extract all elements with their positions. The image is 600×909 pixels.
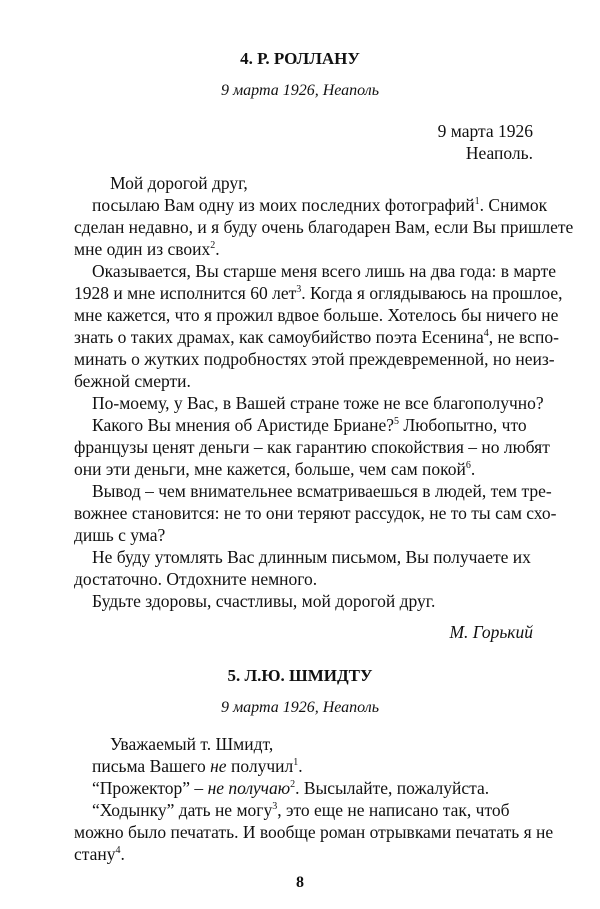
paragraph-line: сделан недавно, и я буду очень благодарен Вам, если Вы пришлете — [74, 217, 574, 237]
footnote-ref: 4 — [483, 328, 489, 340]
paragraph-line: По-моему, у Вас, в Вашей стране тоже не все благополучно? — [92, 393, 544, 413]
paragraph-line: “Прожектор” – не получаю$^2$. Высылайте, пожалуйста. — [92, 778, 490, 798]
footnote-ref: 3 — [296, 284, 302, 296]
footnote-ref: 3 — [272, 801, 278, 813]
paragraph-line: бежной смерти. — [74, 371, 191, 391]
paragraph-line: Оказывается, Вы старше меня всего лишь на два года: в марте — [92, 261, 556, 281]
paragraph-line: мне один из своих$^2$. — [74, 239, 220, 259]
footnote-ref: 6 — [465, 460, 471, 472]
page-number: 8 — [296, 874, 304, 891]
paragraph-line: минать о жутких подробностях этой преждевременной, но неиз- — [74, 349, 555, 369]
paragraph-line: вожнее становится: не то они теряют рассудок, не то ты сам схо- — [74, 503, 557, 523]
letter-date: 9 марта 1926, Неаполь — [220, 699, 380, 716]
place-date: 9 марта 1926 — [437, 121, 533, 141]
footnote-ref: 1 — [293, 757, 299, 769]
footnote-ref: 5 — [394, 416, 400, 428]
paragraph-line: посылаю Вам одну из моих последних фотографий$^1$. Снимок — [92, 195, 548, 215]
paragraph-line: французы ценят деньги – как гарантию спокойствия – но любят — [74, 437, 550, 457]
footnote-ref: 1 — [474, 196, 480, 208]
paragraph-line: стану$^4$. — [74, 844, 125, 864]
paragraph-line: 1928 и мне исполнится 60 лет$^3$. Когда я оглядываюсь на прошлое, — [74, 283, 563, 303]
signature: М. Горький — [449, 622, 533, 642]
footnote-ref: 2 — [290, 779, 296, 791]
salutation: Уважаемый т. Шмидт, — [110, 734, 274, 754]
paragraph-line: они эти деньги, мне кажется, больше, чем сам покой$^6$. — [74, 459, 476, 479]
paragraph-line: знать о таких драмах, как самоубийство поэта Есенина$^4$, не вспо- — [74, 327, 559, 347]
paragraph-line: “Ходынку” дать не могу$^3$, это еще не написано так, чтоб — [92, 800, 510, 820]
paragraph-line: Какого Вы мнения об Аристиде Бриане?$^5$ Любопытно, что — [92, 415, 527, 435]
paragraph-line: дишь с ума? — [74, 525, 166, 545]
paragraph-line: можно было печатать. И вообще роман отрывками печатать я не — [74, 822, 554, 842]
paragraph-line: достаточно. Отдохните немного. — [74, 569, 318, 589]
paragraph-line: письма Вашего не получил$^1$. — [92, 756, 303, 776]
salutation: Мой дорогой друг, — [110, 173, 248, 193]
paragraph-line: мне кажется, что я прожил вдвое больше. Хотелось бы ничего не — [74, 305, 559, 325]
letter-heading: 5. Л.Ю. ШМИДТУ — [227, 666, 373, 685]
footnote-ref: 2 — [210, 240, 216, 252]
paragraph-line: Будьте здоровы, счастливы, мой дорогой друг. — [92, 591, 436, 611]
place-name: Неаполь. — [465, 143, 533, 163]
paragraph-line: Не буду утомлять Вас длинным письмом, Вы получаете их — [92, 547, 531, 567]
letter-date: 9 марта 1926, Неаполь — [220, 82, 380, 99]
footnote-ref: 4 — [115, 845, 121, 857]
paragraph-line: Вывод – чем внимательнее всматриваешься в людей, тем тре- — [92, 481, 552, 501]
letter-heading: 4. Р. РОЛЛАНУ — [240, 49, 360, 68]
